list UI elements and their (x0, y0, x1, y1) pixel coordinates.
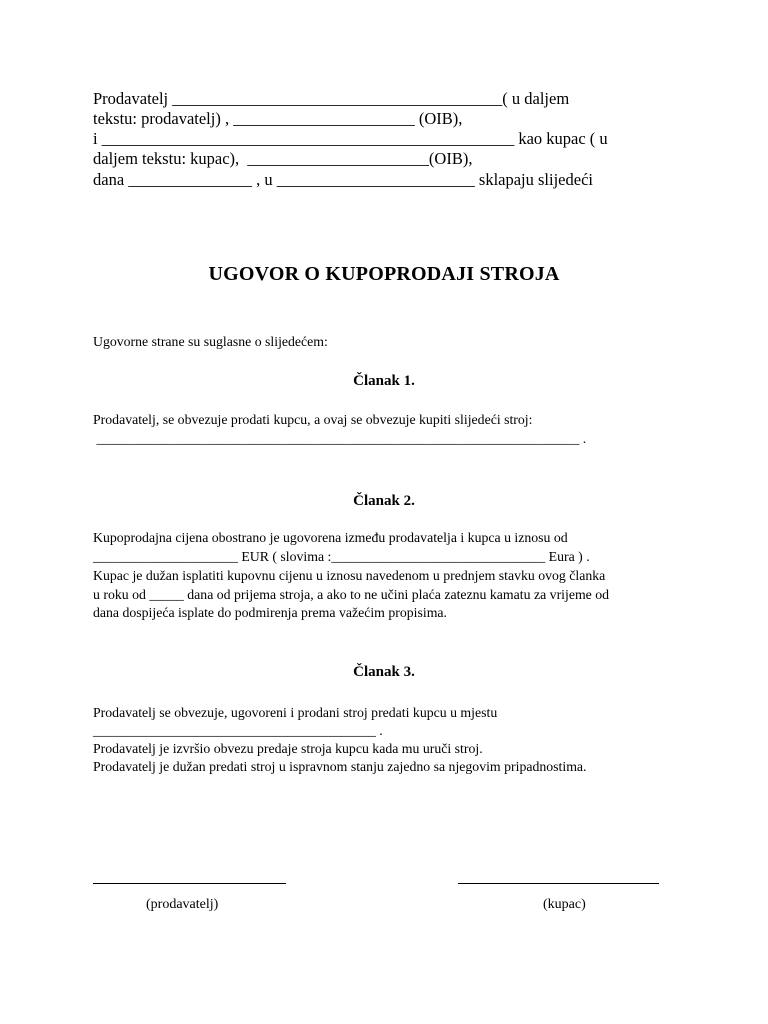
intro-line-5: dana _______________ , u ________________________ sklapaju slijedeći (93, 170, 593, 189)
article-2-line-3: Kupac je dužan isplatiti kupovnu cijenu u iznosu navedenom u prednjem stavku ovog članka (93, 568, 606, 583)
document-title: UGOVOR O KUPOPRODAJI STROJA (208, 263, 560, 285)
article-2-heading: Članak 2. (353, 493, 415, 509)
article-2-line-1: Kupoprodajna cijena obostrano je ugovorena između prodavatelja i kupca u iznosu od (93, 530, 568, 545)
intro-line-3: i __________________________________________________ kao kupac ( u (93, 129, 608, 148)
buyer-signature-line (458, 883, 659, 884)
intro-line-1: Prodavatelj ________________________________________( u daljem (93, 89, 570, 108)
buyer-signature-label: (kupac) (543, 897, 586, 912)
article-3-line-1: Prodavatelj se obvezuje, ugovoreni i prodani stroj predati kupcu u mjestu (93, 705, 498, 720)
intro-line-4: daljem tekstu: kupac), ______________________(OIB), (93, 149, 473, 168)
intro-line-2: tekstu: prodavatelj) , ______________________ (OIB), (93, 109, 463, 128)
article-3-heading: Članak 3. (353, 664, 415, 680)
article-1-line-1: Prodavatelj, se obvezuje prodati kupcu, a ovaj se obvezuje kupiti slijedeći stroj: (93, 412, 533, 427)
article-3-line-3: Prodavatelj je izvršio obvezu predaje stroja kupcu kada mu uruči stroj. (93, 741, 483, 756)
article-3-line-2: _________________________________________ . (93, 723, 383, 738)
article-3-line-4: Prodavatelj je dužan predati stroj u ispravnom stanju zajedno sa njegovim pripadnostima. (93, 759, 587, 774)
article-2-line-5: dana dospijeća isplate do podmirenja prema važećim propisima. (93, 605, 447, 620)
seller-signature-line (93, 883, 286, 884)
article-1-heading: Članak 1. (353, 373, 415, 389)
preamble-text: Ugovorne strane su suglasne o slijedećem: (93, 334, 328, 349)
article-1-line-2: ______________________________________________________________________ . (93, 431, 587, 446)
article-2-line-4: u roku od _____ dana od prijema stroja, a ako to ne učini plaća zateznu kamatu za vrijeme od (93, 587, 610, 602)
article-2-line-2: _____________________ EUR ( slovima :_______________________________ Eura ) . (93, 549, 590, 564)
seller-signature-label: (prodavatelj) (146, 897, 219, 912)
